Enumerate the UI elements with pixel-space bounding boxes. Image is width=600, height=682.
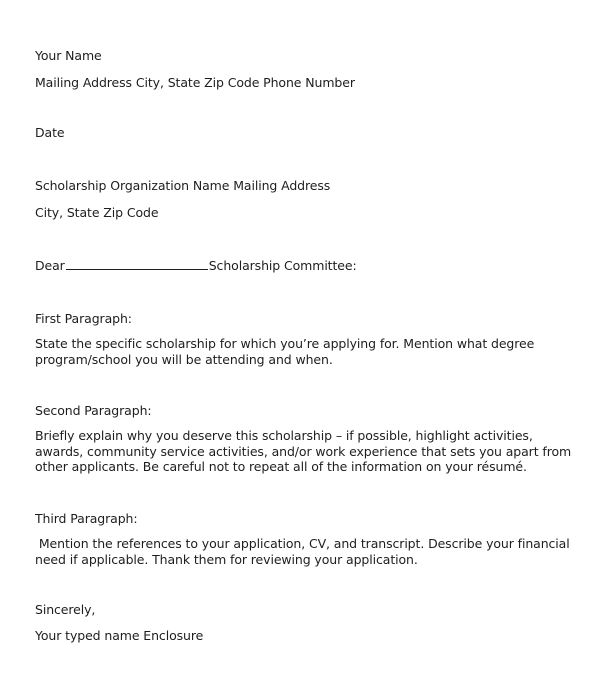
recipient-line-2: City, State Zip Code	[35, 205, 159, 220]
recipient-line-1: Scholarship Organization Name Mailing Address	[35, 178, 331, 193]
signature-line: Your typed name Enclosure	[35, 628, 204, 643]
second-paragraph-heading: Second Paragraph:	[35, 403, 152, 418]
salutation-suffix: Scholarship Committee:	[208, 258, 357, 273]
recipient-name-blank	[66, 258, 208, 270]
sender-address: Mailing Address City, State Zip Code Phone Number	[35, 75, 355, 90]
sender-name: Your Name	[35, 48, 102, 63]
third-paragraph-heading: Third Paragraph:	[35, 511, 138, 526]
closing: Sincerely,	[35, 602, 96, 617]
second-paragraph-body: Briefly explain why you deserve this scholarship – if possible, highlight activities, awards, community service activities, and/or work experience that sets you apart from other applicants. Be careful not to repeat all of the information on your résumé.	[35, 428, 572, 474]
first-paragraph-body: State the specific scholarship for which you’re applying for. Mention what degree program/school you will be attending and when.	[35, 336, 535, 367]
first-paragraph-heading: First Paragraph:	[35, 311, 132, 326]
third-paragraph-body: Mention the references to your application, CV, and transcript. Describe your financial need if applicable. Thank them for reviewing your application.	[35, 536, 574, 567]
salutation	[35, 258, 357, 273]
letter-date: Date	[35, 125, 65, 140]
salutation-prefix: Dear	[35, 258, 65, 273]
